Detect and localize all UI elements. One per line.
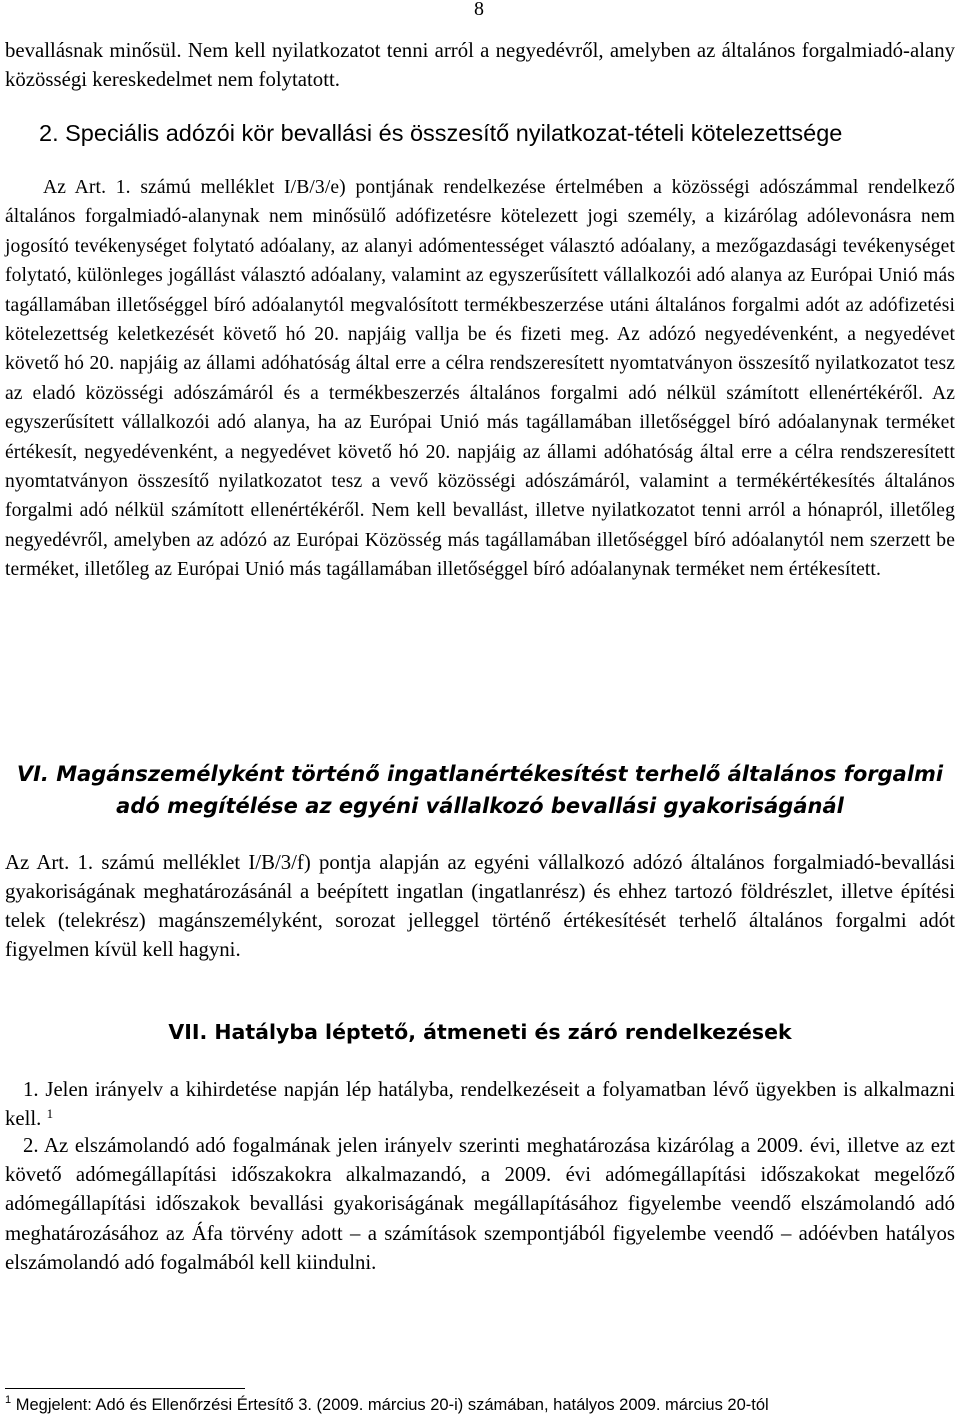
section-vi-heading xyxy=(0,758,960,822)
section-vii-heading: VII. Hatályba léptető, átmeneti és záró rendelkezések xyxy=(168,1020,792,1044)
paragraph-real-estate: Az Art. 1. számú melléklet I/B/3/f) pontja alapján az egyéni vállalkozó adózó általános forgalmiadó-bevallási gyakoriságának meghatározásánál a beépített ingatlan (ingatlanrész) és ehhez tartozó földrészlet, illetve építési telek (telekrész) magánszemélyként, sorozat jelleggel történő értékesítését terhelő általános forgalmi adót figyelmen kívül kell hagyni. xyxy=(5,851,955,961)
footnote-separator xyxy=(5,1388,245,1389)
paragraph-continuation: bevallásnak minősül. Nem kell nyilatkozatot tenni arról a negyedévről, amelyben az általános forgalmiadó-alany közösségi kereskedelmet nem folytatott. xyxy=(5,39,955,91)
paragraph-transition: 2. Az elszámolandó adó fogalmának jelen irányelv szerinti meghatározása kizárólag a 2009. évi, illetve az ezt követő adómegállapítási időszakokra alkalmazandó, a 2009. évi adómegállapítási időszakokat megelőző adómegállapítási időszakok bevallási gyakoriságának megállapításához figyelembe veendő elszámolandó adó meghatározásához az Áfa törvény adott – a számítások szempontjából figyelembe veendő – adóévben hatályos elszámolandó adó fogalmából kell kiindulni. xyxy=(5,1134,955,1274)
paragraph-special-taxpayers: Az Art. 1. számú melléklet I/B/3/e) pontjának rendelkezése értelmében a közösségi adószámmal rendelkező általános forgalmiadó-alanynak nem minősülő adófizetésre kötelezett jogi személy, a kizárólag adólevonásra nem jogosító tevékenységet folytató adóalany, az alanyi adómentességet választó adóalany, a mezőgazdasági tevékenységet folytató, különleges jogállást választó adóalany, valamint az egyszerűsített vállalkozói adó alanya az Európai Unió más tagállamában illetőséggel bíró adóalanytól megvalósított termékbeszerzése utáni általános forgalmi adót az adófizetési kötelezettség keletkezését követő hó 20. napjáig vallja be és fizeti meg. Az adózó negyedévenként, a negyedévet követő hó 20. napjáig az állami adóhatóság által erre a célra rendszeresített nyomtatványon összesítő nyilatkozatot tesz az eladó közösségi adószámáról és a termékbeszerzés általános forgalmi adó nélkül számított ellenértékéről. Az egyszerűsített vállalkozói adó alanya, ha az Európai Unió más tagállamában illetőséggel bíró adóalanynak terméket értékesít, negyedévenként, a negyedévet követő hó 20. napjáig az állami adóhatóság által erre a célra rendszeresített nyomtatványon összesítő nyilatkozatot tesz a vevő közösségi adószámáról, valamint a termékértékesítés általános forgalmi adó nélkül számított ellenértékéről. Nem kell bevallást, illetve nyilatkozatot tenni arról a hónapról, illetőleg negyedévről, amelyben az adózó az Európai Közösség más tagállamában illetőséggel bíró adóalanytól nem szerzett be terméket, illetőleg az Európai Unió más tagállamában illetőséggel bíró adóalanynak terméket nem értékesített. xyxy=(5,177,955,581)
footnote-number: 1 xyxy=(5,1394,12,1406)
section-vi-heading-line2: adó megítélése az egyéni vállalkozó bevallási gyakoriságánál xyxy=(116,794,844,818)
footnote xyxy=(5,1395,769,1415)
paragraph-effective-date-text: 1. Jelen irányelv a kihirdetése napján lép hatályba, rendelkezéseit a folyamatban lévő ügyekben is alkalmazni kell. xyxy=(5,1078,955,1130)
paragraph-effective-date xyxy=(5,1075,955,1133)
section-vi-heading-line1: VI. Magánszemélyként történő ingatlanértékesítést terhelő általános forgalmi xyxy=(16,762,944,786)
footnote-reference[interactable]: 1 xyxy=(46,1106,54,1121)
section-2-heading: 2. Speciális adózói kör bevallási és összesítő nyilatkozat-tételi kötelezettsége xyxy=(39,120,843,146)
footnote-text: Megjelent: Adó és Ellenőrzési Értesítő 3. (2009. március 20-i) számában, hatályos 2009. március 20-tól xyxy=(15,1396,769,1414)
page-number: 8 xyxy=(474,0,484,20)
